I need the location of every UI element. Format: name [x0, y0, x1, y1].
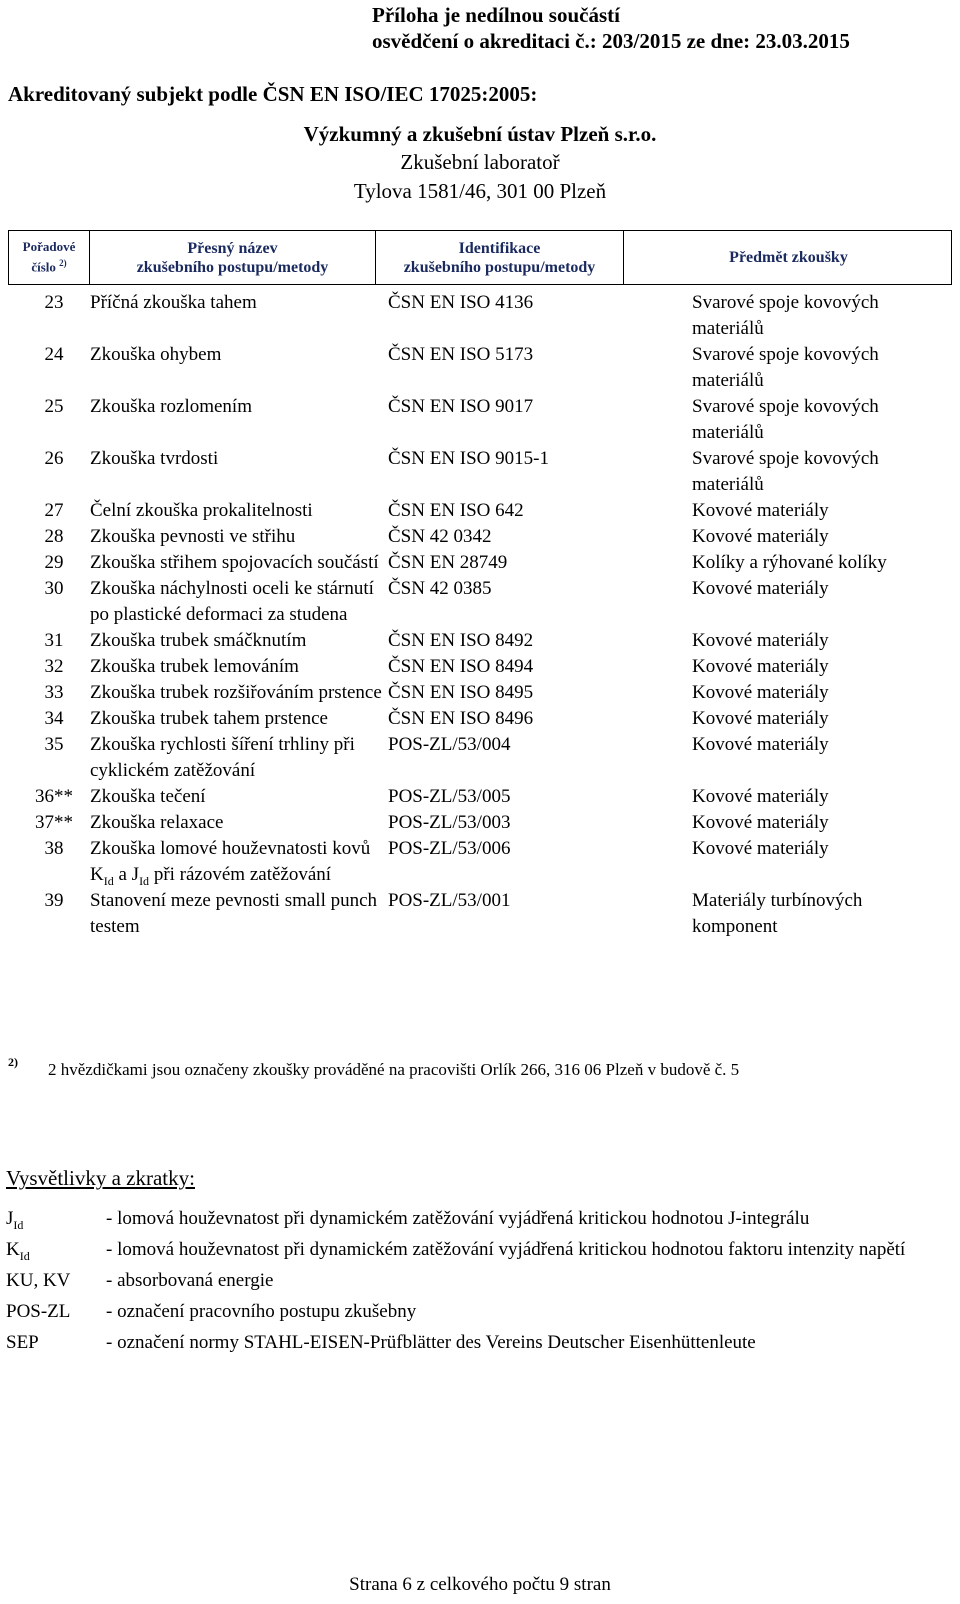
- table-row: 33 Zkouška trubek rozšiřováním prstence ČSN EN ISO 8495 Kovové materiály: [44, 682, 829, 703]
- table-row: 29 Zkouška střihem spojovacích součástí ČSN EN 28749 Kolíky a rýhované kolíky: [44, 552, 887, 573]
- footnote-text: 2 hvězdičkami jsou označeny zkoušky prováděné na pracovišti Orlík 266, 316 06 Plzeň v budově č. 5: [48, 1060, 740, 1079]
- laboratory-address: Tylova 1581/46, 301 00 Plzeň: [353, 179, 607, 203]
- table-row: 30 Zkouška náchylnosti oceli ke stárnutí po plastické deformaci za studena ČSN 42 0385 Kovové materiály: [44, 578, 829, 625]
- table-row: 34 Zkouška trubek tahem prstence ČSN EN ISO 8496 Kovové materiály: [44, 708, 829, 729]
- header-method-name: Přesný název zkušebního postupu/metody: [90, 231, 376, 284]
- table-row: 31 Zkouška trubek smáčknutím ČSN EN ISO 8492 Kovové materiály: [44, 630, 829, 651]
- page-number: Strana 6 z celkového počtu 9 stran: [349, 1574, 611, 1595]
- abbreviation-item: KU, KV - absorbovaná energie: [6, 1270, 274, 1291]
- organization-name: Výzkumný a zkušební ústav Plzeň s.r.o.: [303, 122, 657, 146]
- table-row: 38 Zkouška lomové houževnatosti kovů $K_{Id}$ a $J_{Id}$ při rázovém zatěžování POS-ZL/53/006 Kovové materiály: [44, 838, 829, 888]
- header-method-id: Identifikace zkušebního postupu/metody: [376, 231, 624, 284]
- annex-note: [372, 2, 850, 54]
- abbreviation-item: POS-ZL - označení pracovního postupu zkušebny: [6, 1301, 417, 1322]
- table-row: 24 Zkouška ohybem ČSN EN ISO 5173 Svarové spoje kovových materiálů: [44, 344, 879, 391]
- annex-line-2: osvědčení o akreditaci č.: 203/2015 ze dne: 23.03.2015: [372, 29, 850, 53]
- abbreviations-list: [6, 1206, 956, 1361]
- table-row: 36** Zkouška tečení POS-ZL/53/005 Kovové materiály: [35, 786, 829, 807]
- table-row: 25 Zkouška rozlomením ČSN EN ISO 9017 Svarové spoje kovových materiálů: [44, 396, 879, 443]
- table-row: 39 Stanovení meze pevnosti small punch testem POS-ZL/53/001 Materiály turbínových komponent: [44, 890, 863, 937]
- header-test-subject: Předmět zkoušky: [729, 249, 848, 266]
- abbreviation-item: $K_{Id}$ - lomová houževnatost při dynamickém zatěžování vyjádřená kritickou hodnotou faktoru intenzity napětí: [6, 1239, 906, 1263]
- table-row: 35 Zkouška rychlosti šíření trhliny při cyklickém zatěžování POS-ZL/53/004 Kovové materiály: [44, 734, 829, 781]
- abbreviations-title: Vysvětlivky a zkratky:: [6, 1166, 195, 1190]
- table-row: 23 Příčná zkouška tahem ČSN EN ISO 4136 Svarové spoje kovových materiálů: [44, 292, 879, 339]
- table-body: [18, 290, 948, 940]
- table-row: 37** Zkouška relaxace POS-ZL/53/003 Kovové materiály: [35, 812, 829, 833]
- table-row: 26 Zkouška tvrdosti ČSN EN ISO 9015-1 Svarové spoje kovových materiálů: [44, 448, 879, 495]
- annex-line-1: Příloha je nedílnou součástí: [372, 3, 620, 27]
- accredited-subject: Akreditovaný subjekt podle ČSN EN ISO/IEC 17025:2005:: [8, 82, 538, 106]
- abbreviation-item: $J_{Id}$ - lomová houževnatost při dynamickém zatěžování vyjádřená kritickou hodnotou J-integrálu: [6, 1208, 810, 1232]
- header-number: Pořadové číslo $^{2)}$: [9, 231, 90, 284]
- abbreviation-item: SEP - označení normy STAHL-EISEN-Prüfblätter des Vereins Deutscher Eisenhüttenleute: [6, 1332, 756, 1353]
- table-header: [8, 230, 952, 285]
- laboratory-name: Zkušební laboratoř: [400, 150, 560, 174]
- table-row: 27 Čelní zkouška prokalitelnosti ČSN EN ISO 642 Kovové materiály: [44, 500, 829, 521]
- table-row: 28 Zkouška pevnosti ve střihu ČSN 42 0342 Kovové materiály: [44, 526, 829, 547]
- footnote-mark: 2): [8, 1055, 18, 1069]
- table-row: 32 Zkouška trubek lemováním ČSN EN ISO 8494 Kovové materiály: [44, 656, 829, 677]
